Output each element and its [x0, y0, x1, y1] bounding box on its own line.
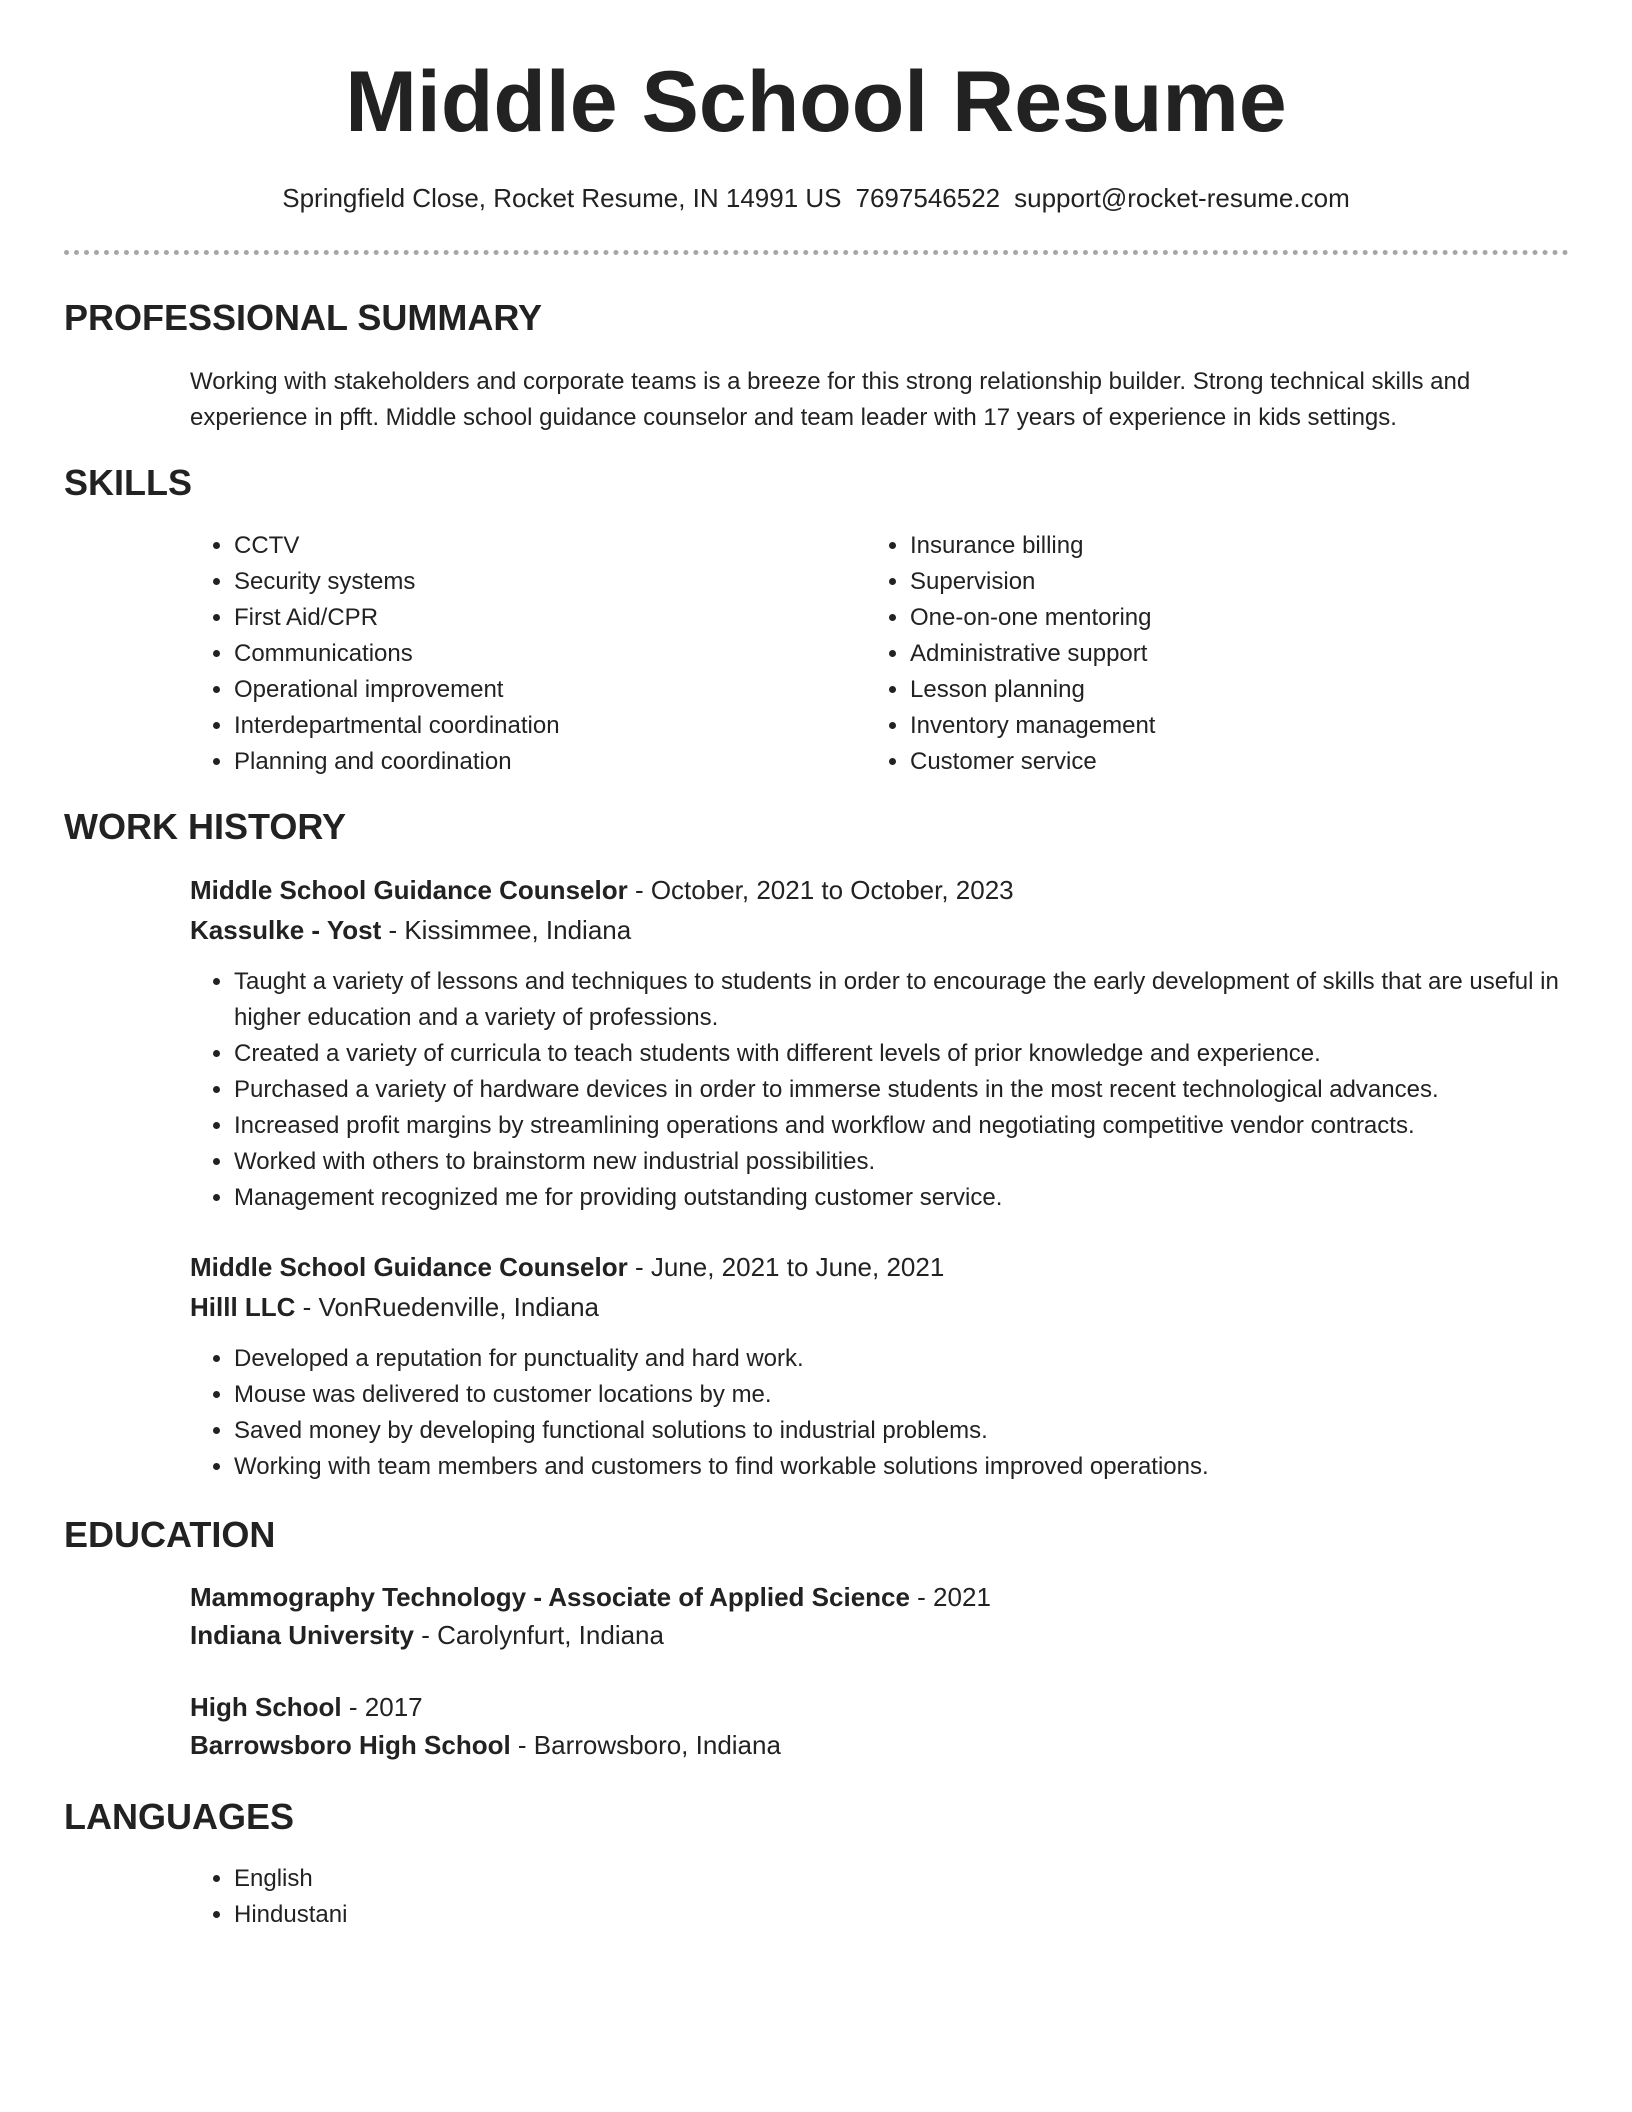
skill-item: • Operational improvement — [234, 672, 854, 708]
language-item: • Hindustani — [234, 1897, 834, 1933]
education-school-line — [190, 1725, 781, 1765]
education-school: Indiana University — [190, 1620, 414, 1650]
education-degree: High School — [190, 1692, 342, 1722]
skill-item: • Lesson planning — [910, 672, 1530, 708]
education-year: - 2017 — [341, 1692, 423, 1722]
education-location: - Barrowsboro, Indiana — [510, 1730, 781, 1760]
resume-name: Middle School Resume — [345, 54, 1287, 150]
skill-item: • Supervision — [910, 564, 1530, 600]
contact-phone: 7697546522 — [855, 183, 1001, 213]
job-role: Middle School Guidance Counselor — [190, 875, 628, 905]
skill-item: • Insurance billing — [910, 528, 1530, 564]
job-duty: • Saved money by developing functional solutions to industrial problems. — [234, 1413, 1594, 1449]
job-duty: • Developed a reputation for punctuality and hard work. — [234, 1341, 1594, 1377]
job-title-line — [190, 870, 1014, 910]
summary-heading: PROFESSIONAL SUMMARY — [64, 297, 543, 338]
education-school: Barrowsboro High School — [190, 1730, 511, 1760]
skill-item: • Interdepartmental coordination — [234, 708, 854, 744]
skill-item: • Inventory management — [910, 708, 1530, 744]
job-company: Kassulke - Yost — [190, 915, 382, 945]
skill-item: • One-on-one mentoring — [910, 600, 1530, 636]
work-heading: WORK HISTORY — [64, 806, 347, 847]
contact-email: support@rocket-resume.com — [1014, 183, 1350, 213]
skill-item: • Planning and coordination — [234, 744, 854, 780]
education-school-line — [190, 1615, 664, 1655]
skill-item: • CCTV — [234, 528, 854, 564]
job-location: - Kissimmee, Indiana — [381, 915, 632, 945]
job-title-line — [190, 1247, 944, 1287]
summary-text: Working with stakeholders and corporate teams is a breeze for this strong relationship builder. Strong technical skills and experience in pfft. Middle school guidance counselor and team leader with 17 years of experience in kids settings. — [190, 368, 1471, 431]
language-item: • English — [234, 1861, 834, 1897]
skill-item: • Communications — [234, 636, 854, 672]
job-duties-list — [190, 1341, 1594, 1485]
job-location: - VonRuedenville, Indiana — [295, 1292, 599, 1322]
education-degree-line — [190, 1687, 423, 1727]
job-duty: • Management recognized me for providing outstanding customer service. — [234, 1180, 1594, 1216]
languages-list — [190, 1861, 834, 1933]
job-duty: • Working with team members and customers to find workable solutions improved operations. — [234, 1449, 1594, 1485]
skill-item: • First Aid/CPR — [234, 600, 854, 636]
education-degree-line — [190, 1577, 991, 1617]
job-company-line — [190, 1287, 599, 1327]
job-duty: • Increased profit margins by streamlining operations and workflow and negotiating competitive vendor contracts. — [234, 1108, 1594, 1144]
job-duty: • Purchased a variety of hardware devices in order to immerse students in the most recent technological advances. — [234, 1072, 1594, 1108]
job-duty: • Created a variety of curricula to teach students with different levels of prior knowledge and experience. — [234, 1036, 1594, 1072]
education-heading: EDUCATION — [64, 1514, 276, 1555]
education-location: - Carolynfurt, Indiana — [413, 1620, 664, 1650]
header-divider — [64, 250, 1569, 255]
job-dates: - June, 2021 to June, 2021 — [627, 1252, 945, 1282]
job-duty: • Worked with others to brainstorm new industrial possibilities. — [234, 1144, 1594, 1180]
skills-list-left — [190, 528, 854, 780]
job-role: Middle School Guidance Counselor — [190, 1252, 628, 1282]
job-company-line — [190, 910, 631, 950]
job-duty: • Mouse was delivered to customer locations by me. — [234, 1377, 1594, 1413]
languages-heading: LANGUAGES — [64, 1796, 295, 1837]
skills-heading: SKILLS — [64, 462, 193, 503]
contact-address: Springfield Close, Rocket Resume, IN 14991 US — [282, 183, 842, 213]
job-duty: • Taught a variety of lessons and techniques to students in order to encourage the early development of skills that are useful in higher education and a variety of professions. — [234, 964, 1594, 1036]
skill-item: • Customer service — [910, 744, 1530, 780]
education-degree: Mammography Technology - Associate of Applied Science — [190, 1582, 910, 1612]
job-dates: - October, 2021 to October, 2023 — [627, 875, 1014, 905]
skill-item: • Security systems — [234, 564, 854, 600]
job-duties-list — [190, 964, 1594, 1216]
skill-item: • Administrative support — [910, 636, 1530, 672]
education-year: - 2021 — [909, 1582, 991, 1612]
contact-line — [0, 181, 1632, 215]
job-company: Hilll LLC — [190, 1292, 296, 1322]
skills-list-right — [866, 528, 1530, 780]
